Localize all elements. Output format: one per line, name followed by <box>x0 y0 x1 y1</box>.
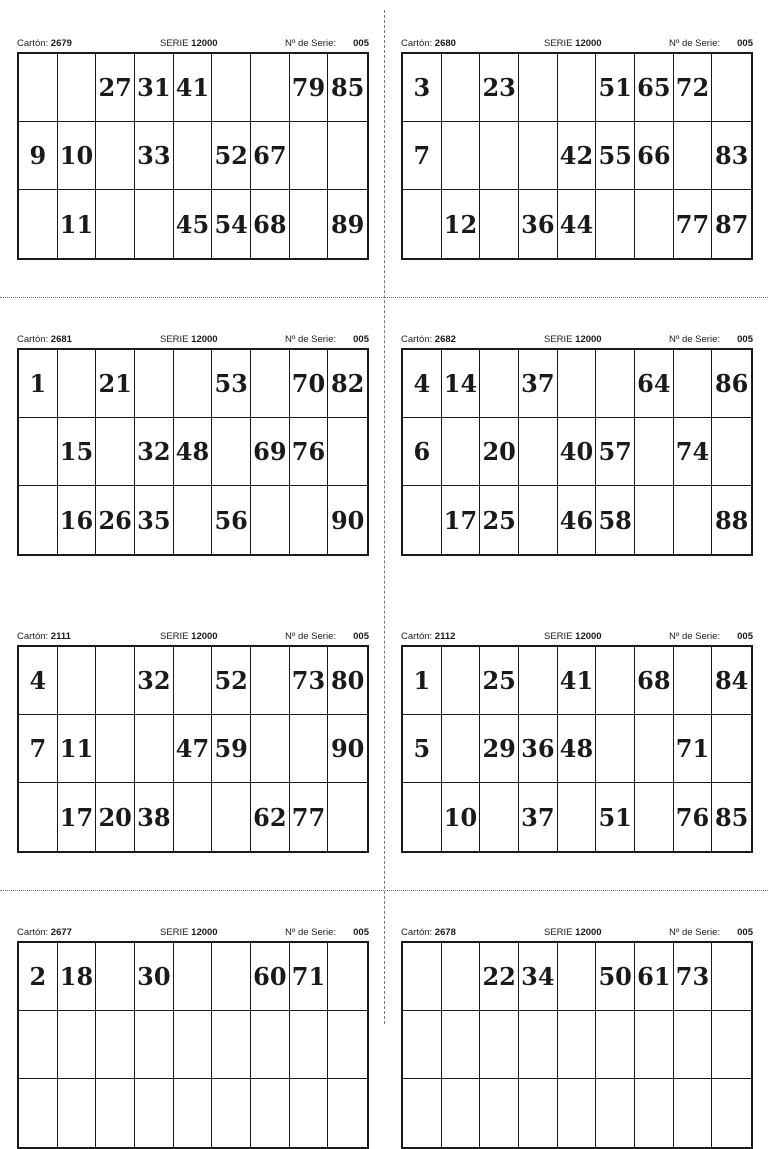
number-cell: 89 <box>330 209 365 239</box>
empty-cell <box>96 1011 135 1079</box>
number-cell: 68 <box>251 190 290 258</box>
empty-cell <box>328 783 367 851</box>
number-cell: 86 <box>712 350 751 418</box>
number-cell: 90 <box>328 715 367 783</box>
empty-cell <box>328 1011 367 1079</box>
card-grid <box>17 645 369 853</box>
card-grid <box>401 52 753 260</box>
serial-number-value: 005 <box>737 631 753 642</box>
number-cell: 53 <box>212 350 251 418</box>
empty-cell <box>135 1011 174 1079</box>
empty-cell <box>442 647 481 715</box>
carton-number: 2111 <box>50 631 71 642</box>
empty-cell <box>558 1079 597 1147</box>
empty-cell <box>135 350 174 418</box>
number-cell: 77 <box>290 783 329 851</box>
carton-number: 2678 <box>434 927 456 938</box>
empty-cell <box>635 1011 674 1079</box>
empty-cell <box>96 190 135 258</box>
serie-label: SERIE 12000 <box>544 38 602 49</box>
empty-cell <box>674 647 713 715</box>
empty-cell <box>596 1011 635 1079</box>
serial-number-label: Nº de Serie: <box>285 334 336 345</box>
serie-number: 12000 <box>575 334 602 345</box>
number-cell: 68 <box>635 647 674 715</box>
number-cell: 76 <box>674 783 713 851</box>
card-header <box>17 925 369 941</box>
number-cell: 41 <box>174 54 213 122</box>
vertical-cut-line <box>384 10 385 1024</box>
empty-cell <box>480 783 519 851</box>
number-cell: 33 <box>135 122 174 190</box>
carton-number: 2677 <box>50 927 72 938</box>
carton-number: 2680 <box>434 38 456 49</box>
number-cell: 48 <box>558 715 597 783</box>
empty-cell <box>212 1011 251 1079</box>
empty-cell <box>403 783 442 851</box>
empty-cell <box>212 418 251 486</box>
number-cell: 73 <box>290 647 329 715</box>
empty-cell <box>19 418 58 486</box>
empty-cell <box>290 1079 329 1147</box>
empty-cell <box>328 1079 367 1147</box>
number-cell: 84 <box>712 647 751 715</box>
carton-label: Cartón: 2677 <box>17 927 72 938</box>
empty-cell <box>480 1011 519 1079</box>
empty-cell <box>174 122 213 190</box>
number-cell: 77 <box>674 190 713 258</box>
empty-cell <box>58 1011 97 1079</box>
serial-number-label: Nº de Serie: <box>285 631 336 642</box>
empty-cell <box>596 715 635 783</box>
number-cell: 52 <box>212 122 251 190</box>
serial-number-label: Nº de Serie: <box>285 927 336 938</box>
number-cell: 12 <box>442 190 481 258</box>
carton-number: 2679 <box>50 38 72 49</box>
number-cell: 80 <box>328 647 367 715</box>
number-cell: 65 <box>635 54 674 122</box>
number-cell: 9 <box>19 122 58 190</box>
number-cell: 23 <box>480 54 519 122</box>
number-cell: 74 <box>674 418 713 486</box>
number-cell: 85 <box>328 54 367 122</box>
serie-label: SERIE 12000 <box>160 927 218 938</box>
number-cell: 5 <box>403 715 442 783</box>
empty-cell <box>212 54 251 122</box>
empty-cell <box>174 350 213 418</box>
empty-cell <box>290 190 329 258</box>
number-cell: 14 <box>442 350 481 418</box>
card-grid <box>17 941 369 1149</box>
card-grid <box>401 645 753 853</box>
empty-cell <box>442 122 481 190</box>
number-cell: 38 <box>135 783 174 851</box>
serial-number-value: 005 <box>353 927 369 938</box>
card-grid <box>401 941 753 1149</box>
card-grid <box>401 348 753 556</box>
number-cell: 11 <box>58 715 97 783</box>
empty-cell <box>480 1079 519 1147</box>
empty-cell <box>251 1079 290 1147</box>
empty-cell <box>712 943 751 1011</box>
serial-number-value: 005 <box>737 334 753 345</box>
number-cell: 46 <box>558 486 597 554</box>
empty-cell <box>480 122 519 190</box>
number-cell: 56 <box>212 486 251 554</box>
number-cell: 82 <box>328 350 367 418</box>
empty-cell <box>442 1011 481 1079</box>
number-cell: 6 <box>403 418 442 486</box>
empty-cell <box>58 647 97 715</box>
empty-cell <box>635 1079 674 1147</box>
empty-cell <box>674 486 713 554</box>
carton-label: Cartón: 2682 <box>401 334 456 345</box>
number-cell: 17 <box>442 486 481 554</box>
empty-cell <box>712 1011 751 1079</box>
empty-cell <box>96 122 135 190</box>
empty-cell <box>403 943 442 1011</box>
carton-label: Cartón: 2681 <box>17 334 72 345</box>
horizontal-cut-line <box>0 890 768 891</box>
number-cell: 69 <box>251 418 290 486</box>
number-cell: 90 <box>330 505 365 535</box>
number-cell: 67 <box>251 122 290 190</box>
empty-cell <box>251 54 290 122</box>
card-header <box>401 332 753 348</box>
empty-cell <box>674 1079 713 1147</box>
serie-label: SERIE 12000 <box>160 334 218 345</box>
empty-cell <box>19 783 58 851</box>
empty-cell <box>251 350 290 418</box>
bingo-card <box>401 332 753 556</box>
number-cell: 35 <box>135 486 174 554</box>
empty-cell <box>251 486 290 554</box>
card-header <box>17 36 369 52</box>
empty-cell <box>712 715 751 783</box>
card-header <box>401 629 753 645</box>
serie-number: 12000 <box>575 631 602 642</box>
empty-cell <box>58 350 97 418</box>
number-cell: 21 <box>96 350 135 418</box>
empty-cell <box>19 486 58 554</box>
serial-number-value: 005 <box>737 927 753 938</box>
number-cell: 25 <box>480 486 519 554</box>
empty-cell <box>174 1011 213 1079</box>
serial-number-label: Nº de Serie: <box>669 334 720 345</box>
carton-label: Cartón: 2112 <box>401 631 456 642</box>
number-cell: 10 <box>442 783 481 851</box>
number-cell: 55 <box>596 122 635 190</box>
number-cell: 48 <box>174 418 213 486</box>
number-cell: 16 <box>58 486 97 554</box>
number-cell: 72 <box>674 54 713 122</box>
empty-cell <box>403 1079 442 1147</box>
empty-cell <box>712 418 751 486</box>
number-cell: 1 <box>19 350 58 418</box>
number-cell: 47 <box>174 715 213 783</box>
number-cell: 37 <box>519 783 558 851</box>
number-cell: 57 <box>596 418 635 486</box>
number-cell: 20 <box>96 783 135 851</box>
serie-number: 12000 <box>191 927 218 938</box>
number-cell: 54 <box>212 190 251 258</box>
number-cell: 45 <box>174 190 213 258</box>
number-cell: 64 <box>635 350 674 418</box>
number-cell: 7 <box>19 715 58 783</box>
card-header <box>17 629 369 645</box>
empty-cell <box>674 350 713 418</box>
number-cell: 11 <box>58 190 97 258</box>
number-cell: 41 <box>558 647 597 715</box>
number-cell: 51 <box>596 783 635 851</box>
number-cell: 61 <box>635 943 674 1011</box>
empty-cell <box>519 122 558 190</box>
bingo-card <box>401 925 753 1149</box>
empty-cell <box>442 1079 481 1147</box>
empty-cell <box>96 418 135 486</box>
empty-cell <box>558 783 597 851</box>
empty-cell <box>58 1079 97 1147</box>
number-cell: 60 <box>251 943 290 1011</box>
empty-cell <box>174 647 213 715</box>
number-cell: 44 <box>558 190 597 258</box>
empty-cell <box>519 486 558 554</box>
empty-cell <box>558 1011 597 1079</box>
number-cell: 15 <box>58 418 97 486</box>
number-cell: 4 <box>19 647 58 715</box>
empty-cell <box>403 486 442 554</box>
number-cell: 3 <box>403 54 442 122</box>
card-header <box>17 332 369 348</box>
empty-cell <box>290 122 329 190</box>
serie-number: 12000 <box>191 631 218 642</box>
serial-number-label: Nº de Serie: <box>669 38 720 49</box>
number-cell: 22 <box>480 943 519 1011</box>
empty-cell <box>174 1079 213 1147</box>
number-cell: 70 <box>290 350 329 418</box>
card-grid <box>17 52 369 260</box>
empty-cell <box>19 190 58 258</box>
empty-cell <box>635 715 674 783</box>
empty-cell <box>674 1011 713 1079</box>
number-cell: 36 <box>519 190 558 258</box>
empty-cell <box>290 715 329 783</box>
number-cell: 66 <box>635 122 674 190</box>
number-cell: 26 <box>96 486 135 554</box>
empty-cell <box>19 54 58 122</box>
serie-label: SERIE 12000 <box>160 631 218 642</box>
horizontal-cut-line <box>0 297 768 298</box>
empty-cell <box>135 715 174 783</box>
serial-number-value: 005 <box>353 631 369 642</box>
number-cell: 27 <box>96 54 135 122</box>
serie-number: 12000 <box>575 927 602 938</box>
empty-cell <box>635 783 674 851</box>
empty-cell <box>519 1079 558 1147</box>
serie-label: SERIE 12000 <box>544 334 602 345</box>
number-cell: 4 <box>403 350 442 418</box>
serie-label: SERIE 12000 <box>544 631 602 642</box>
serial-number-value: 005 <box>353 38 369 49</box>
carton-label: Cartón: 2680 <box>401 38 456 49</box>
empty-cell <box>328 943 367 1011</box>
empty-cell <box>96 715 135 783</box>
carton-number: 2112 <box>434 631 456 642</box>
empty-cell <box>174 783 213 851</box>
empty-cell <box>596 647 635 715</box>
number-cell: 1 <box>403 647 442 715</box>
number-cell: 17 <box>58 783 97 851</box>
empty-cell <box>558 350 597 418</box>
empty-cell <box>596 350 635 418</box>
number-cell: 52 <box>212 647 251 715</box>
empty-cell <box>712 54 751 122</box>
serial-number-value: 005 <box>737 38 753 49</box>
number-cell: 31 <box>135 54 174 122</box>
empty-cell <box>596 1079 635 1147</box>
bingo-card <box>17 36 369 260</box>
empty-cell <box>519 418 558 486</box>
empty-cell <box>519 647 558 715</box>
serial-number-label: Nº de Serie: <box>669 631 720 642</box>
serial-number-label: Nº de Serie: <box>285 38 336 49</box>
number-cell: 58 <box>596 486 635 554</box>
bingo-card <box>17 332 369 556</box>
empty-cell <box>328 122 367 190</box>
number-cell: 85 <box>714 802 749 832</box>
number-cell: 88 <box>714 505 749 535</box>
empty-cell <box>251 1011 290 1079</box>
empty-cell <box>635 486 674 554</box>
serie-number: 12000 <box>191 334 218 345</box>
empty-cell <box>212 1079 251 1147</box>
empty-cell <box>403 190 442 258</box>
empty-cell <box>519 54 558 122</box>
empty-cell <box>135 190 174 258</box>
number-cell: 76 <box>290 418 329 486</box>
serie-label: SERIE 12000 <box>160 38 218 49</box>
carton-number: 2682 <box>434 334 456 345</box>
serial-number-value: 005 <box>353 334 369 345</box>
empty-cell <box>442 715 481 783</box>
number-cell: 18 <box>58 943 97 1011</box>
number-cell: 42 <box>558 122 597 190</box>
number-cell: 59 <box>212 715 251 783</box>
number-cell: 36 <box>519 715 558 783</box>
number-cell: 25 <box>480 647 519 715</box>
number-cell: 51 <box>596 54 635 122</box>
empty-cell <box>328 418 367 486</box>
number-cell: 32 <box>135 647 174 715</box>
bingo-card <box>401 629 753 853</box>
empty-cell <box>290 1011 329 1079</box>
number-cell: 29 <box>480 715 519 783</box>
empty-cell <box>635 190 674 258</box>
empty-cell <box>596 190 635 258</box>
empty-cell <box>403 1011 442 1079</box>
empty-cell <box>519 1011 558 1079</box>
number-cell: 62 <box>251 783 290 851</box>
empty-cell <box>174 486 213 554</box>
number-cell: 34 <box>519 943 558 1011</box>
number-cell: 40 <box>558 418 597 486</box>
serie-number: 12000 <box>575 38 602 49</box>
empty-cell <box>480 350 519 418</box>
empty-cell <box>290 486 329 554</box>
empty-cell <box>96 943 135 1011</box>
serie-label: SERIE 12000 <box>544 927 602 938</box>
empty-cell <box>442 943 481 1011</box>
number-cell: 79 <box>290 54 329 122</box>
bingo-card <box>401 36 753 260</box>
empty-cell <box>251 647 290 715</box>
empty-cell <box>174 943 213 1011</box>
empty-cell <box>558 54 597 122</box>
empty-cell <box>635 418 674 486</box>
empty-cell <box>19 1011 58 1079</box>
number-cell: 10 <box>58 122 97 190</box>
number-cell: 50 <box>596 943 635 1011</box>
empty-cell <box>96 647 135 715</box>
card-header <box>401 925 753 941</box>
number-cell: 30 <box>135 943 174 1011</box>
number-cell: 71 <box>674 715 713 783</box>
empty-cell <box>251 715 290 783</box>
serie-number: 12000 <box>191 38 218 49</box>
number-cell: 83 <box>712 122 751 190</box>
card-grid <box>17 348 369 556</box>
empty-cell <box>712 1079 751 1147</box>
number-cell: 71 <box>290 943 329 1011</box>
number-cell: 37 <box>519 350 558 418</box>
empty-cell <box>442 54 481 122</box>
empty-cell <box>480 190 519 258</box>
number-cell: 73 <box>674 943 713 1011</box>
carton-number: 2681 <box>50 334 72 345</box>
number-cell: 32 <box>135 418 174 486</box>
empty-cell <box>212 943 251 1011</box>
empty-cell <box>558 943 597 1011</box>
carton-label: Cartón: 2111 <box>17 631 71 642</box>
number-cell: 2 <box>19 943 58 1011</box>
empty-cell <box>442 418 481 486</box>
empty-cell <box>96 1079 135 1147</box>
carton-label: Cartón: 2679 <box>17 38 72 49</box>
number-cell: 87 <box>714 209 749 239</box>
empty-cell <box>135 1079 174 1147</box>
number-cell: 20 <box>480 418 519 486</box>
empty-cell <box>674 122 713 190</box>
empty-cell <box>212 783 251 851</box>
card-header <box>401 36 753 52</box>
bingo-card <box>17 925 369 1149</box>
number-cell: 7 <box>403 122 442 190</box>
empty-cell <box>58 54 97 122</box>
serial-number-label: Nº de Serie: <box>669 927 720 938</box>
bingo-card <box>17 629 369 853</box>
empty-cell <box>19 1079 58 1147</box>
carton-label: Cartón: 2678 <box>401 927 456 938</box>
